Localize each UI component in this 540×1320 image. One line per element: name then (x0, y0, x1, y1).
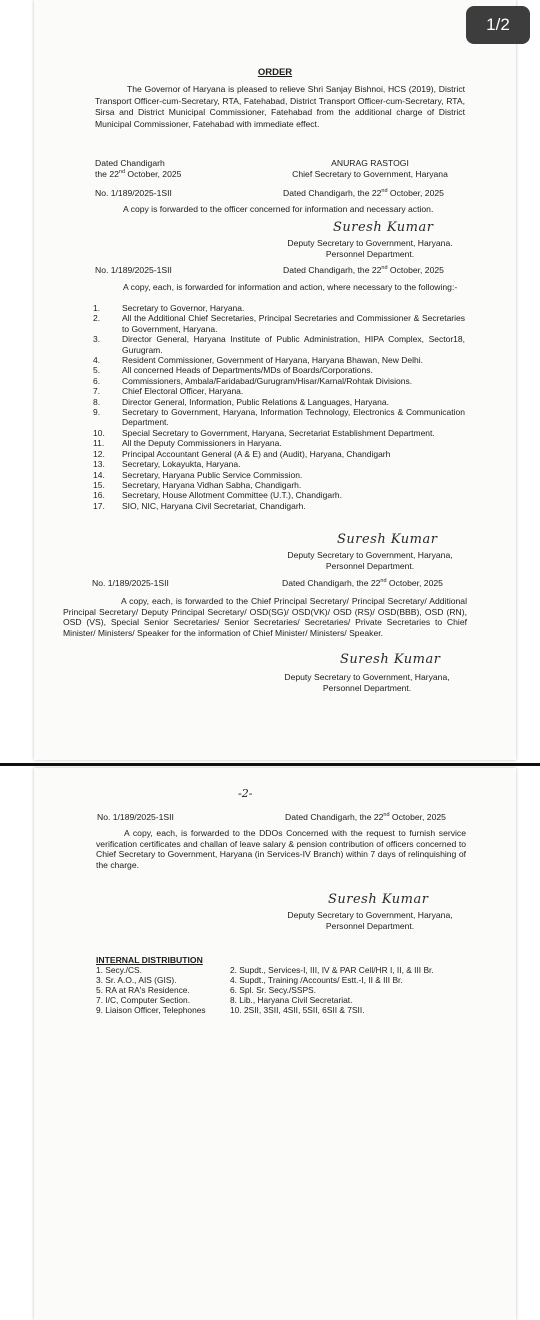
list-item-text: Secretary, House Allotment Committee (U.T.), Chandigarh. (122, 490, 342, 501)
list-item-text: Secretary, Haryana Vidhan Sabha, Chandigarh. (122, 479, 302, 490)
list-item (93, 313, 465, 334)
list-item (93, 303, 465, 313)
list-item-text: Director General, Haryana Institute of Public Administration, HIPA Complex, Sector18, Gurugram. (122, 334, 465, 355)
list-item-number: 7. (93, 386, 101, 397)
page-divider (0, 763, 540, 766)
distribution-entry: 7. I/C, Computer Section. (96, 994, 191, 1005)
list-item-text: Secretary, Lokayukta, Haryana. (122, 459, 241, 470)
endorsement1-signblock (276, 238, 464, 259)
list-item-number: 1. (93, 303, 101, 313)
list-item-text: Secretary to Government, Haryana, Information Technology, Electronics & Communication Department. (122, 407, 465, 428)
distribution-heading: INTERNAL DISTRIBUTION (96, 955, 203, 965)
list-item-number: 10. (93, 427, 105, 438)
list-item-text: All concerned Heads of Departments/MDs of Boards/Corporations. (122, 365, 373, 376)
page2-date: Dated Chandigarh, the 22nd October, 2025 (285, 812, 446, 822)
signature-2: Suresh Kumar (337, 532, 438, 547)
list-item-text: Secretary to Governor, Haryana. (122, 303, 245, 313)
list-item (93, 480, 465, 490)
order-heading: ORDER (257, 67, 293, 78)
distribution-entry: 1. Secy./CS. (96, 965, 142, 975)
sign-dept: Personnel Department. (325, 920, 415, 931)
list-item-number: 8. (93, 396, 101, 407)
signatory-name: ANURAG RASTOGI (331, 158, 409, 168)
list-item (93, 428, 465, 438)
list-item-number: 12. (93, 448, 105, 459)
order-dated-place: Dated Chandigarh (95, 158, 165, 168)
list-item (93, 397, 465, 407)
endorsement3-text: A copy, each, is forwarded to the Chief Principal Secretary/ Principal Secretary/ Additional Principal Secretary/ Deputy Principal Secretary/ OSD(SG)/ OSD(VK)/ OSD (RS)/ OSD(BBB), OSD (RN), OSD (VS), Special Senior Secretaries/ Senior Secretaries/ Secretaries/ Private Secretaries to Chief Minister/ Ministers/ Speaker for the information of Chief Minister/ Ministers/ Speaker. (63, 596, 467, 638)
list-item (93, 355, 465, 365)
list-item (93, 490, 465, 500)
signature-4: Suresh Kumar (328, 892, 429, 907)
sign-dept: Personnel Department. (325, 560, 415, 571)
page2-signblock (276, 910, 464, 931)
list-item (93, 470, 465, 480)
endorsement2-date: Dated Chandigarh, the 22nd October, 2025 (283, 265, 444, 275)
distribution-entry: 2. Supdt., Services-I, III, IV & PAR Cell/HR I, II, & III Br. (230, 965, 434, 975)
endorsement1-text: A copy is forwarded to the officer concerned for information and necessary action. (123, 204, 434, 214)
signature-3: Suresh Kumar (340, 652, 441, 667)
recipient-list (93, 303, 465, 511)
sign-title: Deputy Secretary to Government, Haryana. (287, 238, 453, 248)
order-body: The Governor of Haryana is pleased to relieve Shri Sanjay Bishnoi, HCS (2019), District Transport Officer-cum-Secretary, RTA, Fatehabad, District Transport Officer-cum-Secretary, RTA, Sirsa and District Municipal Commissioner, Fatehabad from the additional charge of District Municipal Commissioner, Fatehabad with immediate effect. (95, 84, 465, 129)
endorsement3-date: Dated Chandigarh, the 22nd October, 2025 (282, 578, 443, 588)
list-item-number: 14. (93, 469, 105, 480)
endorsement2-text: A copy, each, is forwarded for information and action, where necessary to the following:- (123, 282, 458, 292)
list-item-text: Principal Accountant General (A & E) and (Audit), Haryana, Chandigarh (122, 448, 391, 459)
page-counter: 1/2 (466, 6, 530, 44)
order-signatory (276, 158, 464, 179)
endorsement3-number: No. 1/189/2025-1SII (92, 578, 169, 588)
list-item-number: 9. (93, 407, 101, 418)
endorsement2-number: No. 1/189/2025-1SII (95, 265, 172, 275)
sign-title: Deputy Secretary to Government, Haryana, (284, 672, 450, 682)
distribution-entry: 9. Liaison Officer, Telephones (96, 1004, 206, 1015)
list-item (93, 459, 465, 469)
distribution-row (96, 1006, 476, 1016)
distribution-entry: 4. Supdt., Training /Accounts/ Estt.-I, II & III Br. (230, 974, 403, 985)
distribution-entry: 8. Lib., Haryana Civil Secretariat. (230, 994, 353, 1005)
list-item-text: Secretary, Haryana Public Service Commission. (122, 469, 303, 480)
distribution-entry: 10. 2SII, 3SII, 4SII, 5SII, 6SII & 7SII. (230, 1004, 365, 1015)
distribution-entry: 6. Spl. Sr. Secy./SSPS. (230, 984, 316, 995)
list-item-text: Resident Commissioner, Government of Haryana, Haryana Bhawan, New Delhi. (122, 355, 423, 366)
page2-number-ref: No. 1/189/2025-1SII (97, 812, 174, 822)
distribution-entry: 3. Sr. A.O., AIS (GIS). (96, 974, 177, 985)
sign-title: Deputy Secretary to Government, Haryana, (287, 550, 453, 560)
list-item-number: 3. (93, 334, 101, 345)
page2-text: A copy, each, is forwarded to the DDOs Concerned with the request to furnish service verification certificates and challan of leave salary & pension contribution of officers concerned to Chief Secretary to Government, Haryana (in Services-IV Branch) within 7 days of relinquishing of the charge. (96, 828, 466, 870)
list-item-number: 17. (93, 500, 105, 511)
distribution-entry: 5. RA at RA's Residence. (96, 984, 190, 995)
list-item (93, 386, 465, 396)
endorsement1-date: Dated Chandigarh, the 22nd October, 2025 (283, 188, 444, 198)
list-item-text: Director General, Information, Public Relations & Languages, Haryana. (122, 396, 389, 407)
endorsement3-signblock (272, 672, 462, 693)
list-item (93, 438, 465, 448)
internal-distribution-list (96, 966, 476, 1016)
list-item-number: 15. (93, 479, 105, 490)
endorsement1-number: No. 1/189/2025-1SII (95, 188, 172, 198)
page2-number: -2- (238, 787, 253, 800)
list-item (93, 334, 465, 355)
list-item (93, 449, 465, 459)
list-item-number: 16. (93, 490, 105, 501)
sign-title: Deputy Secretary to Government, Haryana, (287, 910, 453, 920)
list-item-text: All the Deputy Commissioners in Haryana. (122, 438, 282, 449)
list-item-text: SIO, NIC, Haryana Civil Secretariat, Chandigarh. (122, 500, 306, 511)
sign-dept: Personnel Department. (322, 682, 412, 693)
list-item-number: 13. (93, 459, 105, 470)
sign-dept: Personnel Department. (325, 248, 415, 259)
signature-1: Suresh Kumar (333, 220, 434, 235)
list-item (93, 501, 465, 511)
order-dated (95, 158, 181, 179)
list-item-number: 2. (93, 313, 101, 324)
list-item (93, 376, 465, 386)
list-item-number: 5. (93, 365, 101, 376)
signatory-title: Chief Secretary to Government, Haryana (292, 168, 448, 179)
list-item-number: 6. (93, 375, 101, 386)
list-item-number: 4. (93, 355, 101, 366)
endorsement2-signblock (276, 550, 464, 571)
list-item-text: Chief Electoral Officer, Haryana. (122, 386, 244, 397)
list-item-text: Special Secretary to Government, Haryana, Secretariat Establishment Department. (122, 427, 435, 438)
list-item (93, 365, 465, 375)
list-item-text: All the Additional Chief Secretaries, Principal Secretaries and Commissioner & Secretaries to Government, Haryana. (122, 313, 465, 334)
list-item-text: Commissioners, Ambala/Faridabad/Gurugram/Hisar/Karnal/Rohtak Divisions. (122, 375, 413, 386)
list-item (93, 407, 465, 428)
list-item-number: 11. (93, 438, 105, 449)
order-dated-date: the 22nd October, 2025 (95, 168, 182, 179)
